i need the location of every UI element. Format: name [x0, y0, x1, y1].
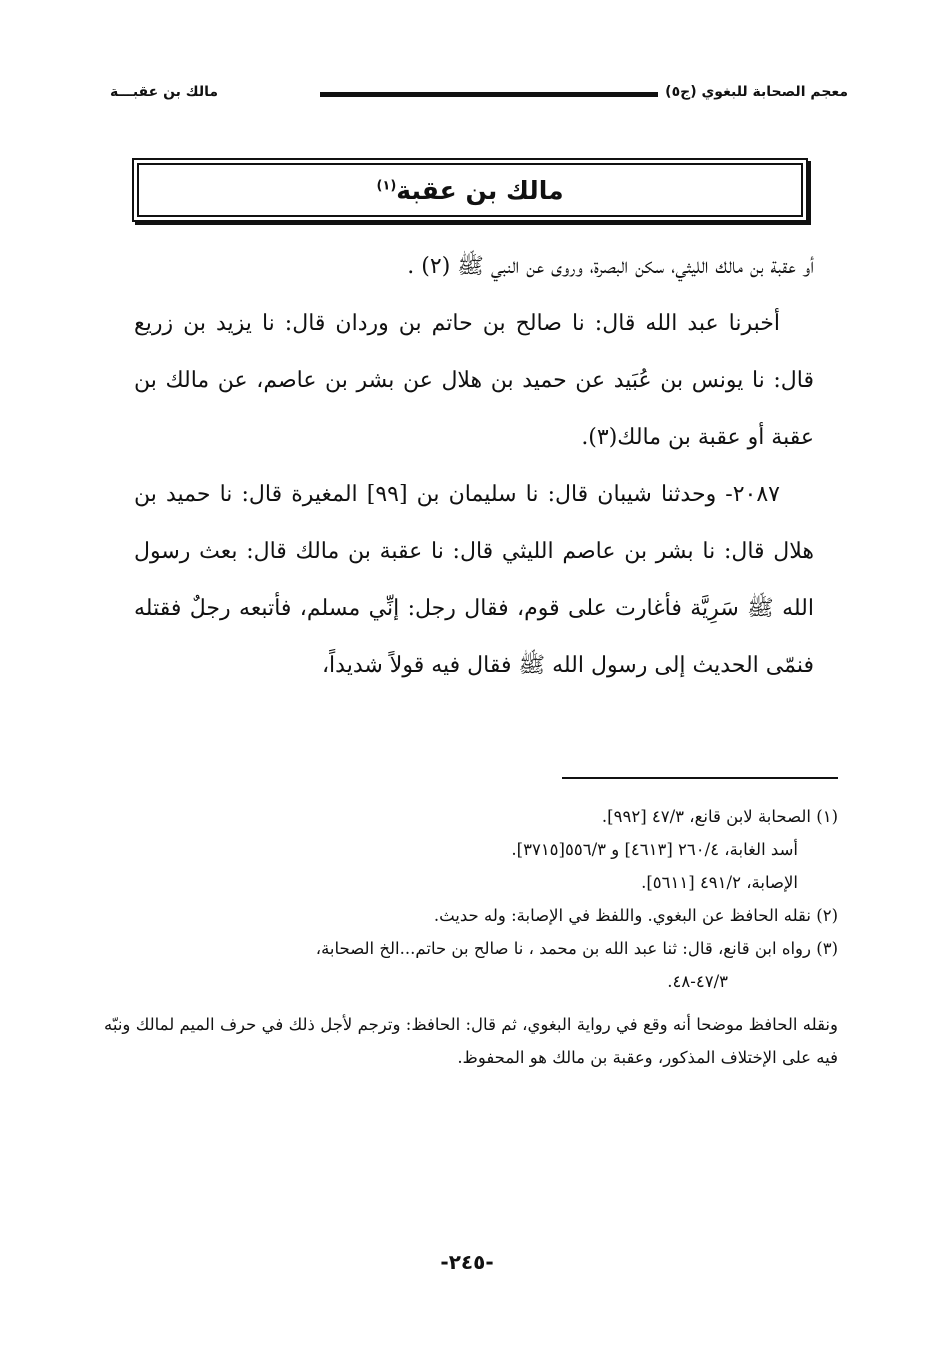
entry-title-note: (١)	[376, 178, 397, 194]
footnote-1-ref-2: أسد الغابة، ٢٦٠/٤ [٤٦١٣] و ٥٥٦/٣[٣٧١٥].	[511, 840, 798, 859]
paragraph-2: أخبرنا عبد الله قال: نا صالح بن حاتم بن وردان قال: نا يزيد بن زريع قال: نا يونس بن عُبَيد عن حميد بن هلال عن بشر بن عاصم، عن مالك بن عقبة أو عقبة بن مالك(٣).	[134, 311, 814, 450]
footnote-3: (٣) رواه ابن قانع، قال: ثنا عبد الله بن محمد ، نا صالح بن حاتم...الخ الصحابة،	[315, 939, 838, 958]
main-text	[134, 238, 814, 694]
page-number: -٢٤٥-	[440, 1250, 494, 1274]
paragraph-1: أو عقبة بن مالك الليثي، سكن البصرة، وروى عن النبي ﷺ (٢) .	[407, 254, 814, 279]
entry-title-text: مالك بن عقبة	[396, 175, 564, 205]
running-header	[110, 82, 848, 112]
footnote-2: (٢) نقله الحافظ عن البغوي. واللفظ في الإصابة: وله حديث.	[433, 906, 838, 925]
footnote-3-pages: ٤٧/٣-٤٨.	[667, 972, 728, 991]
section-title: مالك بن عقبـــة	[110, 84, 219, 100]
footnote-1: (١) الصحابة لابن قانع، ٤٧/٣ [٩٩٢].	[601, 807, 838, 826]
paragraph-3: ٢٠٨٧- وحدثنا شيبان قال: نا سليمان بن [٩٩] المغيرة قال: نا حميد بن هلال قال: نا بشر بن عاصم الليثي قال: نا عقبة بن مالك قال: بعث رسول الله ﷺ سَرِيَّة فأغارت على قوم، فقال رجل: إنِّي مسلم، فأتبعه رجلٌ فقتله فنمّى الحديث إلى رسول الله ﷺ فقال فيه قولاً شديداً،	[134, 482, 814, 678]
footnote-separator	[562, 777, 838, 779]
book-title: معجم الصحابة للبغوي (ج٥)	[665, 84, 848, 100]
footnotes	[104, 800, 838, 1074]
footnote-note: ونقله الحافظ موضحا أنه وقع في رواية البغوي، ثم قال: الحافظ: وترجم لأجل ذلك في حرف الميم لمالك ونبّه فيه على الإختلاف المذكور، وعقبة بن مالك هو المحفوظ.	[104, 1015, 838, 1067]
footnote-1-ref-3: الإصابة، ٤٩١/٢ [٥٦١١].	[641, 873, 798, 892]
header-rule	[320, 92, 658, 97]
entry-title-box	[132, 158, 808, 222]
entry-title	[376, 176, 563, 205]
